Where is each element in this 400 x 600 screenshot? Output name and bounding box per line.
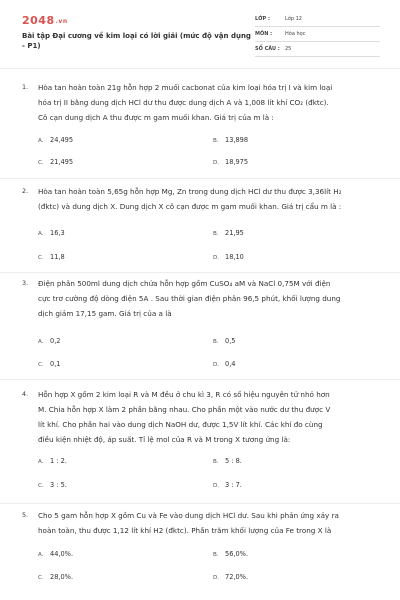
option-text: 5 : 8.	[225, 457, 242, 465]
site-logo[interactable]	[22, 14, 68, 27]
option-text: 0,4	[225, 360, 236, 368]
question-text	[38, 387, 388, 447]
divider	[0, 178, 400, 179]
option-a[interactable]	[38, 337, 61, 345]
divider	[0, 379, 400, 380]
option-label: A.	[38, 339, 44, 345]
question-text	[38, 80, 388, 125]
option-a[interactable]	[38, 457, 67, 465]
option-label: B.	[213, 231, 219, 237]
option-text: 28,0%.	[50, 573, 74, 581]
question-text	[38, 508, 388, 538]
question-line: (đktc) và dung dịch X. Dung dịch X cô cạn được m gam muối khan. Giá trị cẩu m là :	[38, 202, 342, 211]
option-label: A.	[38, 552, 44, 558]
question-number: 1.	[22, 83, 29, 91]
option-text: 21,495	[50, 158, 74, 166]
divider	[0, 68, 400, 69]
option-text: 0,2	[50, 337, 61, 345]
option-text: 1 : 2.	[50, 457, 67, 465]
question-line: cực trơ cường độ dòng điện 5A . Sau thời gian điện phân 96,5 phút, khối lượng dung	[38, 294, 341, 303]
option-label: B.	[213, 552, 219, 558]
option-text: 0,1	[50, 360, 61, 368]
question-line: điều kiện nhiệt độ, áp suất. Tỉ lệ mol của R và M trong X tương ứng là:	[38, 435, 291, 444]
option-label: D.	[213, 575, 220, 581]
question-line: dịch giảm 17,15 gam. Giá trị của a là	[38, 309, 172, 318]
question-text	[38, 184, 388, 214]
option-b[interactable]	[213, 136, 248, 144]
option-label: A.	[38, 459, 44, 465]
option-label: C.	[38, 483, 44, 489]
option-d[interactable]	[213, 573, 248, 581]
question-line: Cho 5 gam hỗn hợp X gồm Cu và Fe vào dung dịch HCl dư. Sau khi phản ứng xảy ra	[38, 511, 339, 520]
option-text: 44,0%.	[50, 550, 74, 558]
option-text: 24,495	[50, 136, 74, 144]
option-label: B.	[213, 459, 219, 465]
option-c[interactable]	[38, 158, 73, 166]
question-number: 4.	[22, 390, 29, 398]
option-text: 3 : 5.	[50, 481, 67, 489]
meta-subject	[255, 28, 380, 42]
option-text: 3 : 7.	[225, 481, 242, 489]
meta-question-count	[255, 43, 380, 57]
question-text	[38, 276, 388, 321]
option-c[interactable]	[38, 573, 73, 581]
question-line: Hòa tan hoàn toàn 21g hỗn hợp 2 muối cacbonat của kim loại hóa trị I và kim loại	[38, 83, 333, 92]
meta-key: SỐ CÂU :	[255, 46, 280, 52]
option-b[interactable]	[213, 229, 244, 237]
document-header	[0, 0, 400, 68]
option-label: C.	[38, 160, 44, 166]
question-number: 3.	[22, 279, 29, 287]
option-label: A.	[38, 231, 44, 237]
question-line: hoàn toàn, thu được 1,12 lít khí H2 (đktc). Phần trăm khối lượng của Fe trong X là	[38, 526, 332, 535]
option-c[interactable]	[38, 253, 65, 261]
meta-value: Hóa học	[285, 31, 306, 37]
option-text: 0,5	[225, 337, 236, 345]
logo-suffix: .vn	[55, 17, 68, 25]
divider	[0, 272, 400, 273]
option-label: C.	[38, 362, 44, 368]
option-a[interactable]	[38, 136, 73, 144]
question-number: 2.	[22, 187, 29, 195]
question-line: Hòa tan hoàn toàn 5,65g hỗn hợp Mg, Zn trong dung dịch HCl dư thu được 3,36lít H₂	[38, 187, 342, 196]
meta-key: LỚP :	[255, 16, 270, 22]
meta-value: 25	[285, 46, 292, 52]
option-text: 13,898	[225, 136, 249, 144]
logo-text: 2048	[22, 14, 55, 27]
option-b[interactable]	[213, 457, 242, 465]
option-b[interactable]	[213, 337, 236, 345]
option-a[interactable]	[38, 550, 73, 558]
option-label: D.	[213, 362, 220, 368]
option-label: C.	[38, 575, 44, 581]
divider	[0, 503, 400, 504]
question-line: Hỗn hợp X gồm 2 kim loại R và M đều ở chu kì 3, R có số hiệu nguyên tử nhỏ hơn	[38, 390, 330, 399]
option-label: D.	[213, 160, 220, 166]
option-text: 16,3	[50, 229, 65, 237]
option-b[interactable]	[213, 550, 248, 558]
option-d[interactable]	[213, 253, 244, 261]
option-text: 21,95	[225, 229, 244, 237]
question-line: lít khí. Cho phần hai vào dung dịch NaOH dư, được 1,5V lít khí. Các khí đo cùng	[38, 420, 323, 429]
question-line: M. Chia hỗn hợp X làm 2 phần bằng nhau. Cho phần một vào nước dư thu được V	[38, 405, 331, 414]
option-label: A.	[38, 138, 44, 144]
option-text: 18,10	[225, 253, 244, 261]
question-number: 5.	[22, 511, 29, 519]
option-a[interactable]	[38, 229, 65, 237]
option-d[interactable]	[213, 360, 236, 368]
option-d[interactable]	[213, 481, 242, 489]
meta-class	[255, 13, 380, 27]
document-title: Bài tập Đại cương về kim loại có lời giải (mức độ vận dụng - P1)	[22, 32, 251, 50]
meta-value: Lớp 12	[285, 16, 302, 22]
option-text: 72,0%.	[225, 573, 249, 581]
question-line: Cô cạn dung dịch A thu được m gam muối khan. Giá trị của m là :	[38, 113, 274, 122]
option-text: 11,8	[50, 253, 65, 261]
option-text: 18,975	[225, 158, 249, 166]
option-label: D.	[213, 483, 220, 489]
option-label: B.	[213, 339, 219, 345]
option-label: D.	[213, 255, 220, 261]
question-line: hóa trị II bằng dung dịch HCl dư thu được dung dịch A và 1,008 lít khí CO₂ (đktc).	[38, 98, 329, 107]
option-text: 56,0%.	[225, 550, 249, 558]
question-line: Điện phân 500ml dung dịch chứa hỗn hợp gồm CuSO₄ aM và NaCl 0,75M với điện	[38, 279, 331, 288]
option-label: C.	[38, 255, 44, 261]
option-c[interactable]	[38, 481, 67, 489]
option-d[interactable]	[213, 158, 248, 166]
option-c[interactable]	[38, 360, 61, 368]
meta-key: MÔN :	[255, 31, 273, 37]
option-label: B.	[213, 138, 219, 144]
